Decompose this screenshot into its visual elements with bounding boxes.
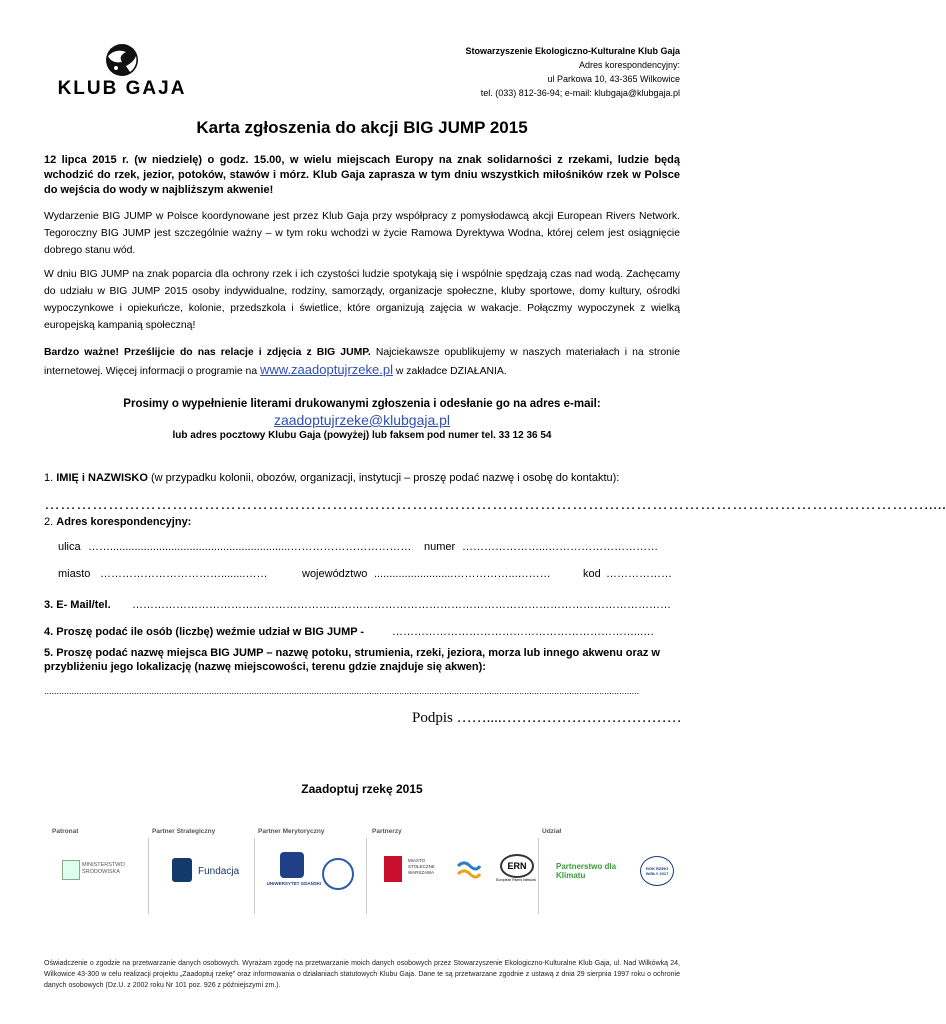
wisla-festival-logo [456,856,482,888]
field-1-bold: IMIĘ i NAZWISKO [56,472,148,484]
university-name: UNIWERSYTET GDAŃSKI [266,881,322,886]
number-input[interactable]: …………………...………………………… [462,541,659,553]
location-input[interactable]: .............................................................................................................................................................................................................................................. [44,686,640,696]
divider [538,838,539,914]
organization-contact [465,44,680,100]
field-2-number: 2. [44,516,54,528]
city-label: miasto [58,568,91,580]
signature-line[interactable]: Podpis ……....……………………………… [412,710,682,726]
participants-input[interactable]: …………………………………………………………...… [392,626,655,638]
fundacja-name: Fundacja [198,866,240,877]
field-1-hint: (w przypadku kolonii, obozów, organizacji, instytucji – proszę podać nazwę i osobę do kontaktu): [147,472,620,484]
street-input[interactable]: ……...........................................................…………………………… [88,541,412,553]
warszawa-name: MIASTO STOŁECZNE WARSZAWA [408,858,435,875]
page-title: Karta zgłoszenia do akcji BIG JUMP 2015 [196,118,528,137]
rok-wisly-logo [640,856,676,888]
klimat-logo [556,862,630,882]
logo-text: KLUB GAJA [57,78,187,99]
ern-logo [496,854,536,890]
wisla-name: ROK RZEKI WISŁY 2017 [640,856,674,886]
warszawa-logo [384,856,448,888]
divider [254,838,255,914]
klub-gaja-logo [46,42,198,98]
ministry-logo [62,858,132,882]
number-label: numer [424,541,456,553]
pko-fundacja-logo [172,856,242,886]
field-2-label [44,516,191,528]
postcode-label: kod [583,568,601,580]
paragraph-coordination: Wydarzenie BIG JUMP w Polsce koordynowane jest przez Klub Gaja przy współpracy z pomysłodawcą akcji European Rivers Network. Tegoroczny BIG JUMP jest szczególnie ważny – w tym roku wchodzi w życie Ramowa Dyrektywa Wodna, której celem jest osiągnięcie dobrego stanu wód. [44,211,680,256]
address-line: ul Parkowa 10, 43-365 Wilkowice [547,74,680,84]
data-consent-footer: Oświadczenie o zgodzie na przetwarzanie danych osobowych. Wyrażam zgodę na przetwarzanie moich danych osobowych przez Stowarzyszenie Ekologiczno-Kulturalne Klub Gaja, ul. Nad Wilkówką 24, Wilkowice 43-300 w celu realizacji projektu „Zaadoptuj rzekę” oraz informowania o działaniach statutowych Klubu Gaja. Dane te są przetwarzane zgodnie z ustawą z dnia 29 sierpnia 1997 roku o ochronie danych osobowych (Dz.U. z 2002 roku Nr 101 poz. 926 z późniejszymi zm.). [44,960,680,989]
contact-line: tel. (033) 812-36-94; e-mail: klubgaja@klubgaja.pl [480,88,680,98]
label-patronat: Patronat [52,828,79,835]
province-label: województwo [302,568,368,580]
postcode-input[interactable]: ……………… [606,568,672,580]
wave-icon [456,856,482,888]
ministry-name: MINISTERSTWO ŚRODOWISKA [82,862,125,875]
divider [366,838,367,914]
province-input[interactable]: ..........................……………...……… [374,568,551,580]
signature-label: Podpis [412,710,453,726]
address-label: Adres korespondencyjny: [578,60,680,70]
report-bold: Bardzo ważne! Prześlijcie do nas relacje i zdjęcia z BIG JUMP. [44,347,371,358]
paragraph-invitation: W dniu BIG JUMP na znak poparcia dla ochrony rzek i ich czystości ludzie spotykają się i wspólnie spędzają czas nad wodą. Zachęcamy do udziału w BIG JUMP 2015 osoby indywidualne, rodziny, samorządy, organizacje społeczne, kluby sportowe, domy kultury, ośrodki wypoczynkowe i opiekuńcze, kolonie, przedszkola i świetlice, które organizują zajęcia w wakacje. Połączmy wypoczynek z wielką europejską kampanią społeczną! [44,269,680,331]
partners-title: Zaadoptuj rzekę 2015 [301,782,423,796]
email-link[interactable]: zaadoptujrzeke@klubgaja.pl [273,412,451,428]
ern-subtitle: European Rivers Network [496,878,536,882]
field-1-input[interactable]: …………………………………………………………………………………………………………………………………………………..... [44,496,946,513]
org-name: Stowarzyszenie Ekologiczno-Kulturalne Klub Gaja [465,46,680,56]
intro-paragraph: 12 lipca 2015 r. (w niedzielę) o godz. 15.00, w wielu miejscach Europy na znak solidarności z rzekami, ludzie będą wchodzić do rzek, jezior, potoków, stawów i mórz. Klub Gaja zaprasza w tym dniu wszystkich miłośników rzek w Polsce do wejścia do wody w najbliższym akwenie! [44,154,680,196]
label-content: Partner Merytoryczny [258,828,325,835]
email-tel-input[interactable]: ………………………………………………………………………………………………………………………………… [132,599,671,611]
field-1-label [44,472,619,484]
street-label: ulica [58,541,81,553]
label-partners: Partnerzy [372,828,402,835]
request-line: Prosimy o wypełnienie literami drukowanymi zgłoszenia i odesłanie go na adres e-mail: [123,398,601,410]
postal-fax-line: lub adres pocztowy Klubu Gaja (powyżej) lub faksem pod numer tel. 33 12 36 54 [172,430,552,441]
field-2-text: Adres korespondencyjny: [56,516,192,528]
field-4-label: 4. Proszę podać ile osób (liczbę) weźmie udział w BIG JUMP - [44,626,365,638]
field-1-number: 1. [44,472,54,484]
university-logo [266,852,322,892]
field-3-label: 3. E- Mail/tel. [44,599,111,611]
website-link[interactable]: www.zaadoptujrzeke.pl [260,362,393,377]
city-input[interactable]: ……………………………........…… [100,568,268,580]
label-participation: Udział [542,828,562,835]
report-after: w zakładce DZIAŁANIA. [392,366,507,377]
report-text: Najciekawsze opublikujemy w naszych materiałach i na stronie internetowej. Więcej informacji o programie na [44,347,680,377]
field-5-label: 5. Proszę podać nazwę miejsca BIG JUMP – nazwę potoku, strumienia, rzeki, jeziora, morza lub innego akwenu oraz w przybliżeniu jego lokalizację (nazwę miejscowości, terenu gdzie znajduje się akwen): [44,647,660,673]
water-institute-logo [322,858,354,890]
paragraph-report [44,344,680,380]
divider [148,838,149,914]
ern-text: ERN [500,854,534,878]
label-strategic: Partner Strategiczny [152,828,216,835]
klimat-name: Partnerstwo dla Klimatu [556,862,617,880]
